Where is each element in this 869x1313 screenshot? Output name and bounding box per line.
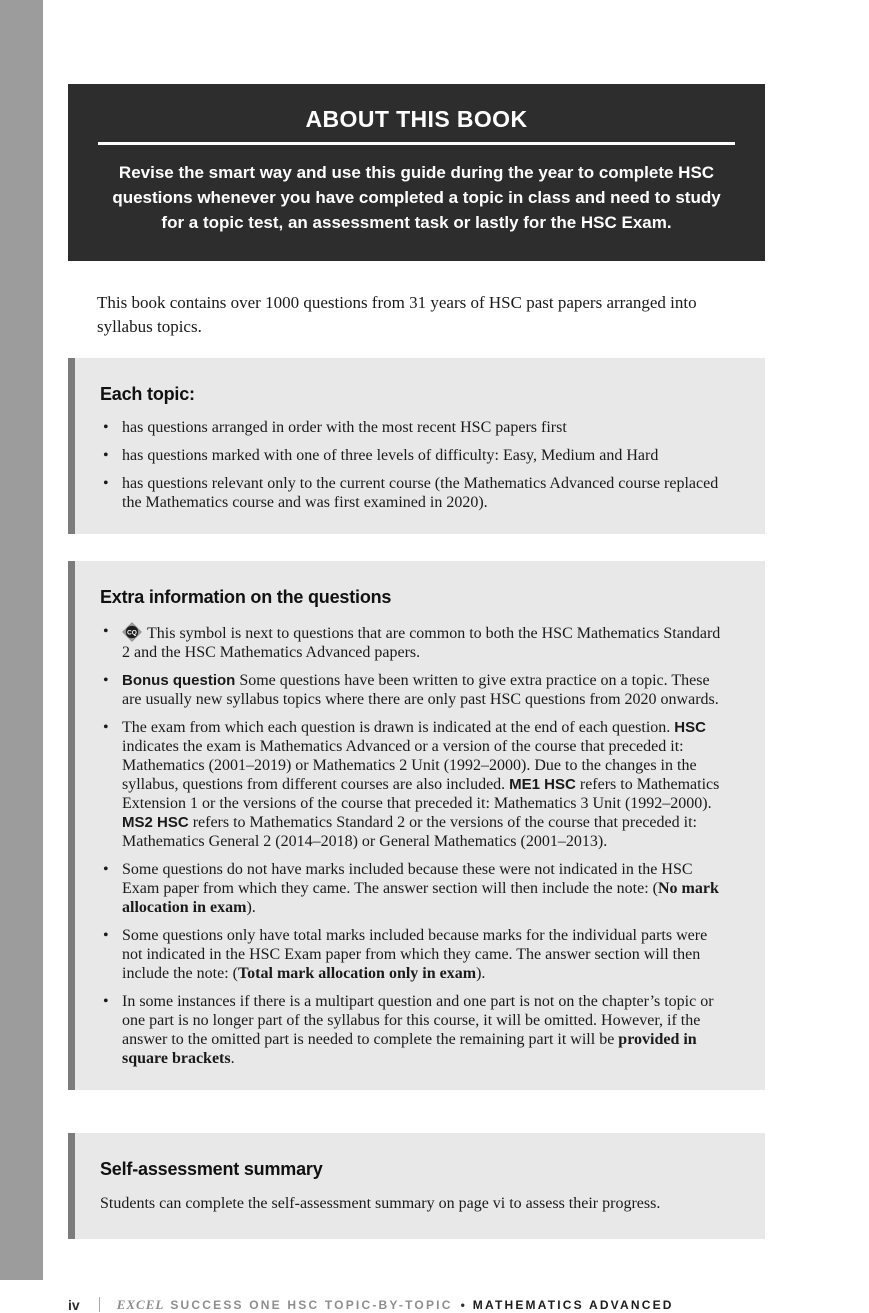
each-topic-list (100, 418, 725, 512)
note-bold: provided in square brackets (122, 1030, 697, 1067)
list-item (100, 926, 725, 983)
intro-paragraph: This book contains over 1000 questions from 31 years of HSC past papers arranged into syllabus topics. (97, 292, 697, 336)
self-assessment-text: Students can complete the self-assessment summary on page vi to assess their progress. (100, 1194, 661, 1212)
extra-information-list (100, 622, 725, 1068)
list-item: • has questions marked with one of three levels of difficulty: Easy, Medium and Hard (100, 446, 725, 465)
bullet-text: indicates the exam is Mathematics Advanced or a version of the course that preceded it: Mathematics (2001–2019) or Mathematics 2 Unit (1992–2000). Due to the changes in the syllabus, questions from different courses are also included. (122, 737, 697, 793)
page-footer (68, 1297, 765, 1313)
bullet-text: This symbol is next to questions that are common to both the HSC Mathematics Standard 2 and the HSC Mathematics Advanced papers. (122, 624, 721, 661)
page-title: ABOUT THIS BOOK (305, 106, 528, 132)
bullet-lead-bold: Bonus question (122, 671, 236, 689)
extra-information-box (68, 561, 765, 1090)
bullet-text: refers to Mathematics Extension 1 or the versions of the course that preceded it: Mathematics 3 Unit (1992–2000). (122, 775, 720, 812)
page-content (68, 0, 765, 1313)
self-assessment-box (68, 1133, 765, 1239)
bullet-text: . (230, 1049, 235, 1067)
footer-series-title: SUCCESS ONE HSC TOPIC-BY-TOPIC (170, 1297, 453, 1312)
title-underline (98, 142, 735, 145)
header-tagline: Revise the smart way and use this guide during the year to complete HSC questions whenever you have completed a topic in class and need to study for a topic test, an assessment task or lastly for the HSC Exam. (112, 162, 721, 232)
svg-text:CQ: • CQ (127, 629, 137, 637)
bullet-text: ). (476, 964, 486, 982)
bullet-text: The exam from which each question is drawn is indicated at the end of each question. (122, 718, 675, 736)
list-item (100, 992, 725, 1068)
list-item (100, 622, 725, 662)
list-item: • has questions arranged in order with the most recent HSC papers first (100, 418, 725, 437)
list-item (100, 860, 725, 917)
list-item (100, 718, 725, 851)
bullet-text: Some questions do not have marks included because these were not indicated in the HSC Exam paper from which they came. The answer section will then include the note: ( (122, 860, 693, 897)
page-number: iv (68, 1296, 80, 1313)
exam-code-me1-hsc: ME1 HSC (509, 775, 576, 793)
common-question-icon (122, 622, 142, 642)
list-item (100, 671, 725, 709)
footer-bullet: • (460, 1297, 465, 1312)
bullet-text: refers to Mathematics Standard 2 or the versions of the course that preceded it: Mathematics General 2 (2014–2018) or General Mathematics (2001–2013). (122, 813, 697, 850)
bullet-text: Some questions only have total marks included because marks for the individual parts were not indicated in the HSC Exam paper from which they came. The answer section will then include the note: ( (122, 926, 708, 982)
bullet-text: Some questions have been written to give extra practice on a topic. These are usually new syllabus topics where there are only past HSC questions from 2020 onwards. (122, 671, 719, 708)
note-bold: Total mark allocation only in exam (237, 964, 477, 982)
each-topic-box (68, 358, 765, 535)
each-topic-heading: Each topic: (100, 383, 195, 404)
exam-code-ms2-hsc: MS2 HSC (122, 813, 189, 831)
footer-subject-title: MATHEMATICS ADVANCED (472, 1297, 674, 1312)
about-header-box (68, 84, 765, 261)
exam-code-hsc: HSC (674, 718, 706, 736)
self-assessment-heading: Self-assessment summary (100, 1158, 323, 1179)
footer-brand: EXCEL (116, 1296, 165, 1312)
extra-information-heading: Extra information on the questions (100, 587, 392, 608)
page-edge-strip (0, 0, 43, 1280)
list-item: • has questions relevant only to the current course (the Mathematics Advanced course replaced the Mathematics course and was first examined in 2020). (100, 474, 725, 512)
bullet-text: In some instances if there is a multipart question and one part is not on the chapter’s topic or one part is no longer part of the syllabus for this course, it will be omitted. However, if the answer to the omitted part is needed to complete the remaining part it will be (122, 992, 714, 1048)
note-bold: No mark allocation in exam (122, 879, 719, 916)
footer-divider (99, 1297, 100, 1312)
bullet-text: ). (246, 898, 256, 916)
